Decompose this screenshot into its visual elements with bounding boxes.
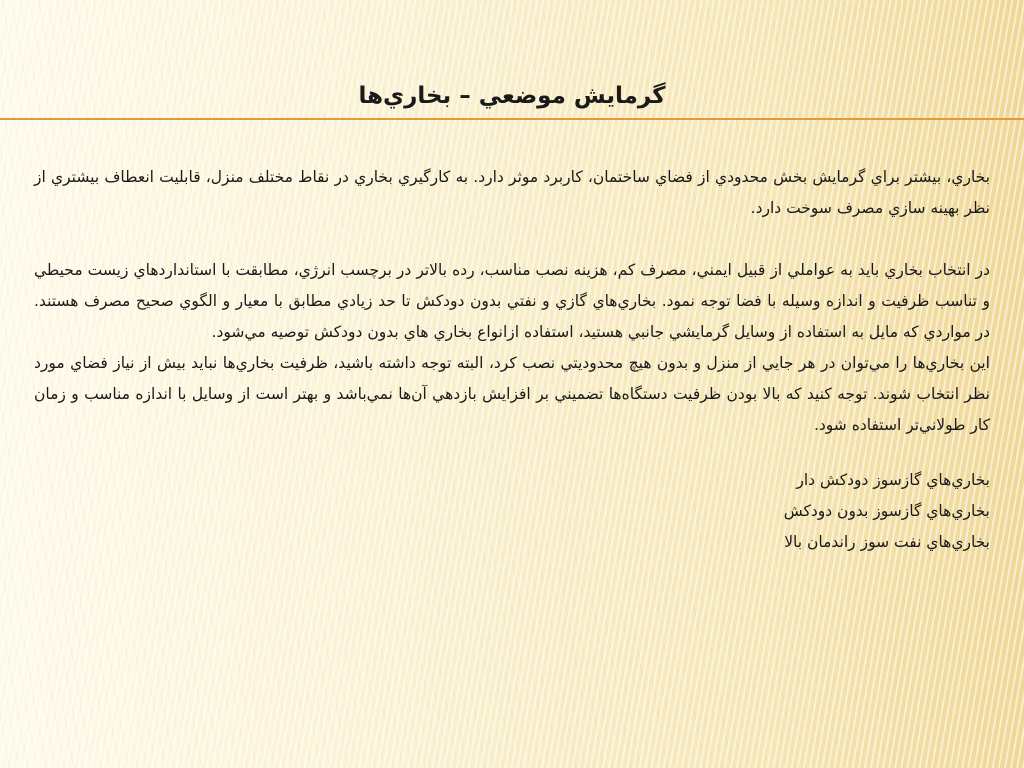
paragraph-intro: بخاري، بيشتر براي گرمايش بخش محدودي از فضاي ساختمان، كاربرد موثر دارد. به كارگيري بخاري در نقاط مختلف منزل، قابليت انعطاف بيشتري از نظر بهينه سازي مصرف سوخت دارد. [34, 168, 990, 217]
paragraph-spacer [34, 224, 990, 255]
heater-type-item: بخاري‌هاي گازسوز دودكش دار [796, 471, 990, 489]
paragraph-selection-criteria: در انتخاب بخاري بايد به عواملي از قبيل ايمني، مصرف كم، هزينه نصب مناسب، رده بالاتر در برچسب انرژي، مطابقت با استانداردهاي زيست محيطي و تناسب ظرفيت و اندازه وسيله با فضا توجه نمود. بخاري‌هاي گازي و نفتي بدون دودكش تا حد زيادي مطابق با معيار و الگوي صحيح مصرف هستند. در مواردي كه مايل به استفاده از وسايل گرمايشي جانبي هستيد، استفاده ازانواع بخاري هاي بدون دودكش توصيه مي‌شود. [34, 261, 990, 341]
slide-body [34, 162, 990, 558]
slide-title: گرمايش موضعي – بخاري‌ها [358, 83, 666, 109]
paragraph-installation: اين بخاري‌ها را مي‌توان در هر جايي از منزل و بدون هيچ محدوديتي نصب كرد، البته توجه داشته باشيد، ظرفيت بخاري‌ها نبايد بيش از نياز فضاي مورد نظر انتخاب شوند. توجه كنيد كه بالا بودن ظرفيت دستگاه‌ها تضميني بر افزايش بازدهي آن‌ها نمي‌باشد و بهتر است از وسايل با اندازه مناسب و زمان كار طولاني‌تر استفاده شود. [34, 354, 990, 434]
heater-type-item: بخاري‌هاي گازسوز بدون دودكش [783, 502, 990, 520]
heater-type-item: بخاري‌هاي نفت سوز راندمان بالا [784, 533, 990, 551]
title-divider [0, 118, 1024, 120]
list-spacer [34, 441, 990, 465]
